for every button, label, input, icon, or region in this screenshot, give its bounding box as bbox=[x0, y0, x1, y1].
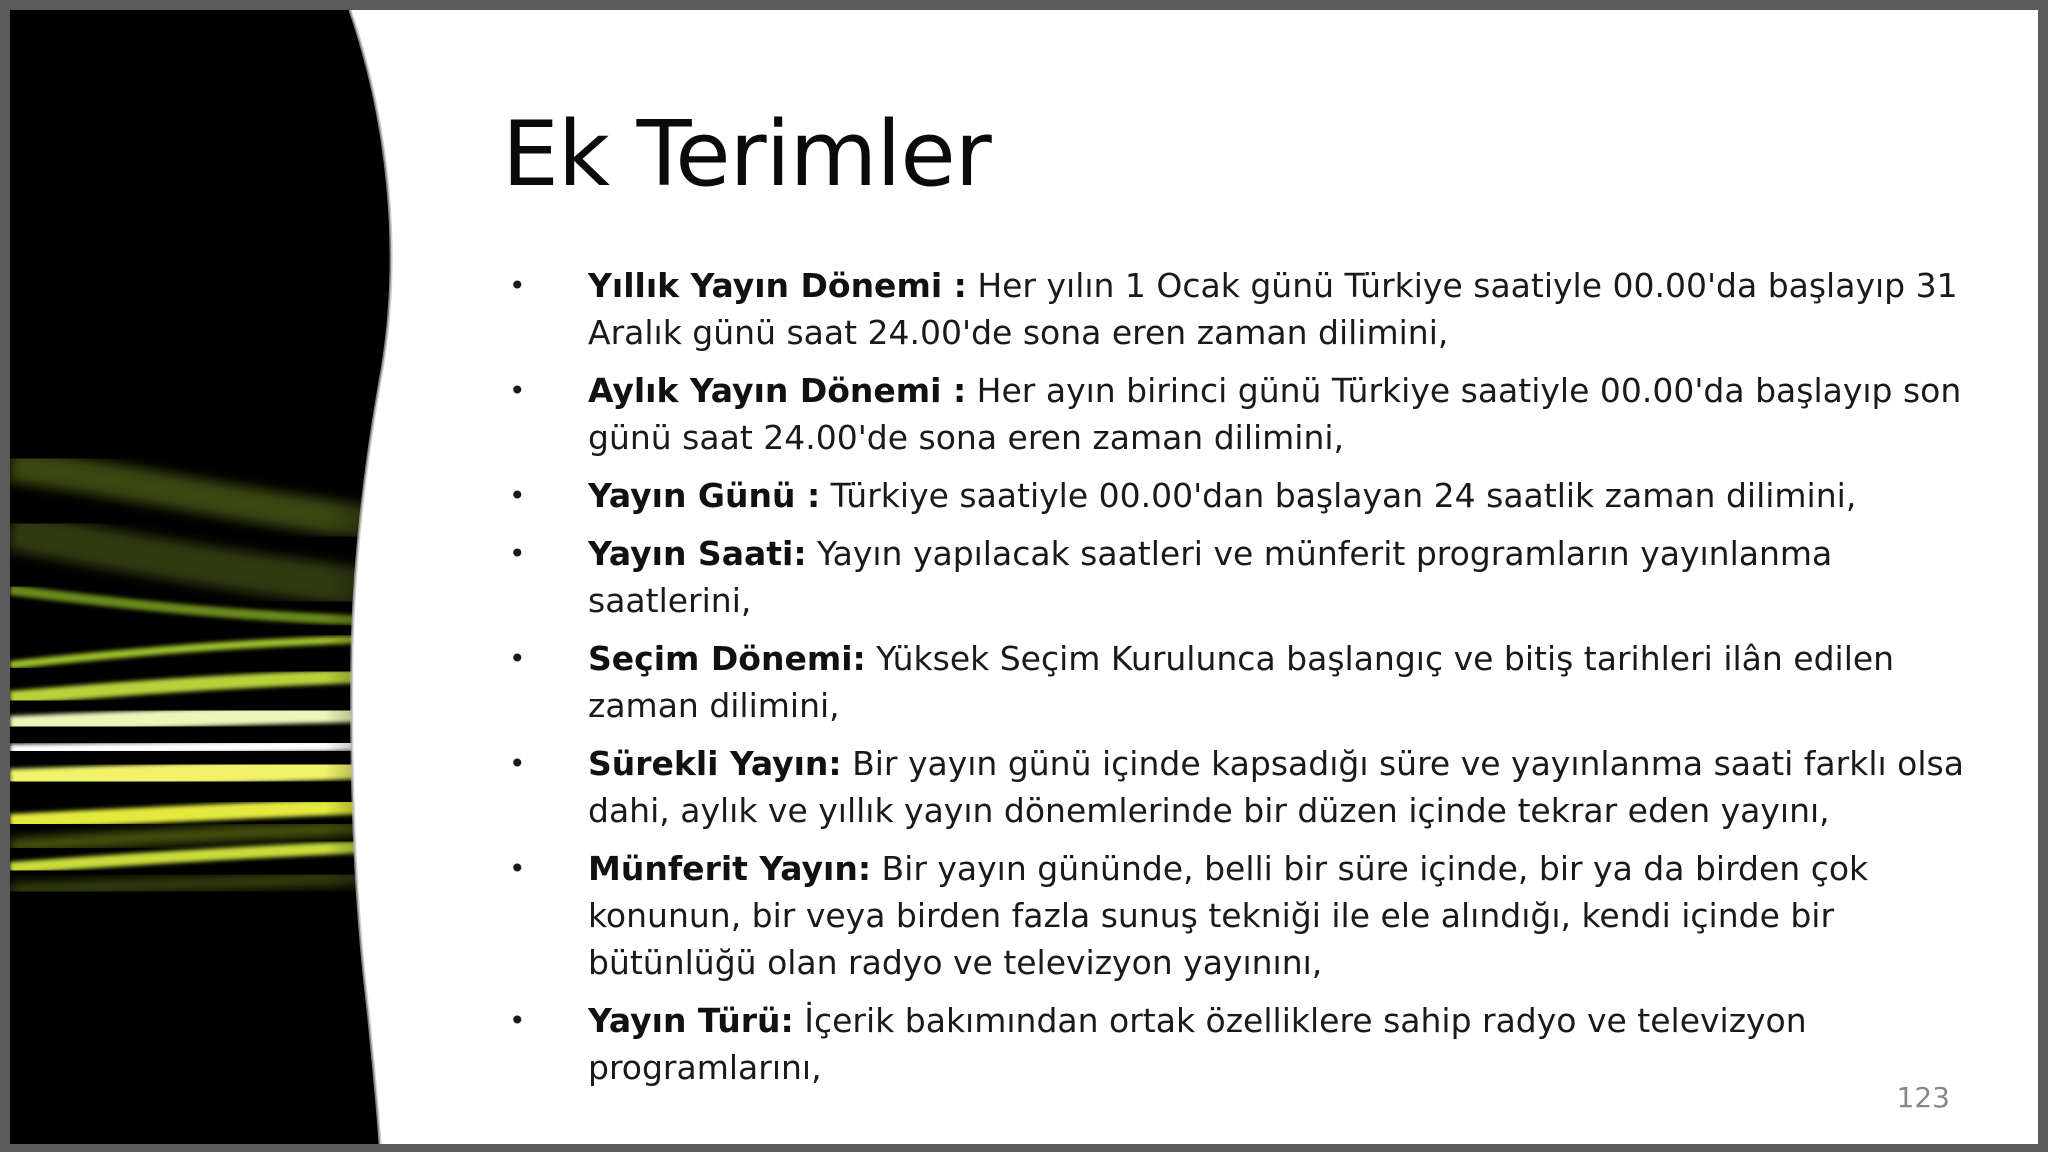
term-definition: Bir yayın gününde, belli bir süre içinde, bir ya da birden çok konunun, bir veya birden fazla sunuş tekniği ile ele alındığı, kendi içinde bir bütünlüğü olan radyo ve televizyon yayınını, bbox=[588, 849, 1869, 982]
term-definition: Her ayın birinci günü Türkiye saatiyle 00.00'da başlayıp son günü saat 24.00'de sona eren zaman dilimini, bbox=[588, 371, 1962, 457]
term-definition: Yüksek Seçim Kurulunca başlangıç ve bitiş tarihleri ilân edilen zaman dilimini, bbox=[588, 639, 1895, 725]
bullet-icon: • bbox=[509, 269, 526, 302]
term-name: Aylık Yayın Dönemi : bbox=[588, 371, 967, 410]
term-definition: Bir yayın günü içinde kapsadığı süre ve yayınlanma saati farklı olsa dahi, aylık ve yıllık yayın dönemlerinde bir düzen içinde tekrar eden yayını, bbox=[588, 744, 1964, 830]
term-definition: Yayın yapılacak saatleri ve münferit programların yayınlanma saatlerini, bbox=[588, 534, 1833, 620]
term-name: Sürekli Yayın: bbox=[588, 744, 842, 783]
bullet-icon: • bbox=[509, 642, 526, 675]
term-name: Yayın Günü : bbox=[588, 476, 821, 515]
bullet-icon: • bbox=[509, 1004, 526, 1037]
term-definition: İçerik bakımından ortak özelliklere sahip radyo ve televizyon programlarını, bbox=[588, 1001, 1807, 1087]
list-item bbox=[500, 367, 1970, 461]
term-name: Yayın Saati: bbox=[588, 534, 807, 573]
bullet-icon: • bbox=[509, 479, 526, 512]
term-definition: Türkiye saatiyle 00.00'dan başlayan 24 saatlik zaman dilimini, bbox=[820, 476, 1857, 515]
list-item bbox=[500, 997, 1970, 1091]
list-item bbox=[500, 740, 1970, 834]
list-item bbox=[500, 262, 1970, 356]
bullet-icon: • bbox=[509, 747, 526, 780]
list-item bbox=[500, 530, 1970, 624]
list-item bbox=[500, 635, 1970, 729]
term-name: Seçim Dönemi: bbox=[588, 639, 866, 678]
slide-title: Ek Terimler bbox=[502, 102, 991, 207]
page-number: 123 bbox=[1896, 1081, 1950, 1114]
bullet-icon: • bbox=[509, 537, 526, 570]
bullet-icon: • bbox=[509, 852, 526, 885]
term-name: Yıllık Yayın Dönemi : bbox=[588, 266, 967, 305]
term-definition: Her yılın 1 Ocak günü Türkiye saatiyle 00.00'da başlayıp 31 Aralık günü saat 24.00'de sona eren zaman dilimini, bbox=[588, 266, 1958, 352]
term-name: Yayın Türü: bbox=[588, 1001, 794, 1040]
term-name: Münferit Yayın: bbox=[588, 849, 872, 888]
list-item bbox=[500, 845, 1970, 986]
terms-list bbox=[500, 262, 1970, 1102]
decorative-light-streaks-panel bbox=[10, 10, 430, 1144]
list-item bbox=[500, 472, 1970, 519]
bullet-icon: • bbox=[509, 374, 526, 407]
slide bbox=[10, 10, 2038, 1144]
